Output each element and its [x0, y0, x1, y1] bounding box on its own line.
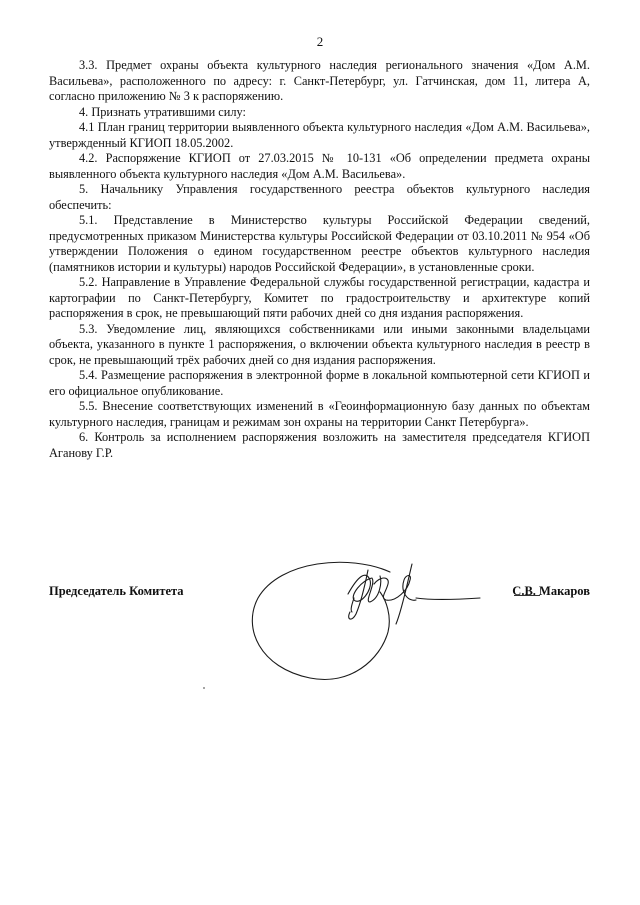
paragraph-4-1: 4.1 План границ территории выявленного объекта культурного наследия «Дом А.М. Васильева», утвержденный КГИОП 18.05.2002.	[49, 120, 590, 150]
paragraph-6: 6. Контроль за исполнением распоряжения возложить на заместителя председателя КГИОП Аганову Г.Р.	[49, 430, 590, 460]
paragraph-4-2: 4.2. Распоряжение КГИОП от 27.03.2015 № 10-131 «Об определении предмета охраны выявленного объекта культурного наследия «Дом А.М. Васильева».	[49, 151, 590, 181]
paragraph-5-4: 5.4. Размещение распоряжения в электронной форме в локальной компьютерной сети КГИОП и его официальное опубликование.	[49, 368, 590, 398]
page-number: 2	[316, 34, 324, 49]
paragraph-5-3: 5.3. Уведомление лиц, являющихся собственниками или иными законными владельцами объекта, указанного в пункте 1 распоряжения, о включении объекта культурного наследия в реестр в срок, не превышающий трёх рабочих дней со дня издания распоряжения.	[49, 321, 590, 367]
signatory-title: Председатель Комитета	[49, 584, 184, 598]
signature-block	[49, 584, 590, 604]
signatory-name: С.В. Макаров	[512, 584, 590, 598]
paragraph-5-5: 5.5. Внесение соответствующих изменений в «Геоинформационную базу данных по объектам культурного наследия, границам и режимам зон охраны на территории Санкт Петербурга».	[49, 399, 590, 429]
handwritten-signature	[240, 540, 490, 685]
scan-speck	[203, 687, 205, 689]
paragraph-5-2: 5.2. Направление в Управление Федеральной службы государственной регистрации, кадастра и картографии по Санкт-Петербургу, Комитет по градостроительству и архитектуре копий распоряжения в срок, не превышающий пяти рабочих дней со дня издания распоряжения.	[49, 275, 590, 320]
paragraph-5: 5. Начальнику Управления государственного реестра объектов культурного наследия обеспечить:	[49, 182, 590, 212]
paragraph-4: 4. Признать утратившими силу:	[79, 104, 246, 119]
paragraph-3-3: 3.3. Предмет охраны объекта культурного наследия регионального значения «Дом А.М. Васильева», расположенного по адресу: г. Санкт-Петербург, ул. Гатчинская, дом 11, литера А, согласно приложению № 3 к распоряжению.	[49, 58, 590, 103]
document-body	[49, 58, 590, 461]
paragraph-5-1: 5.1. Представление в Министерство культуры Российской Федерации сведений, предусмотренных приказом Министерства культуры Российской Федерации от 03.10.2011 № 954 «Об утверждении Положения о едином государственном реестре объектов культурного наследия (памятников истории и культуры) народов Российской Федерации», в установленные сроки.	[49, 213, 590, 274]
